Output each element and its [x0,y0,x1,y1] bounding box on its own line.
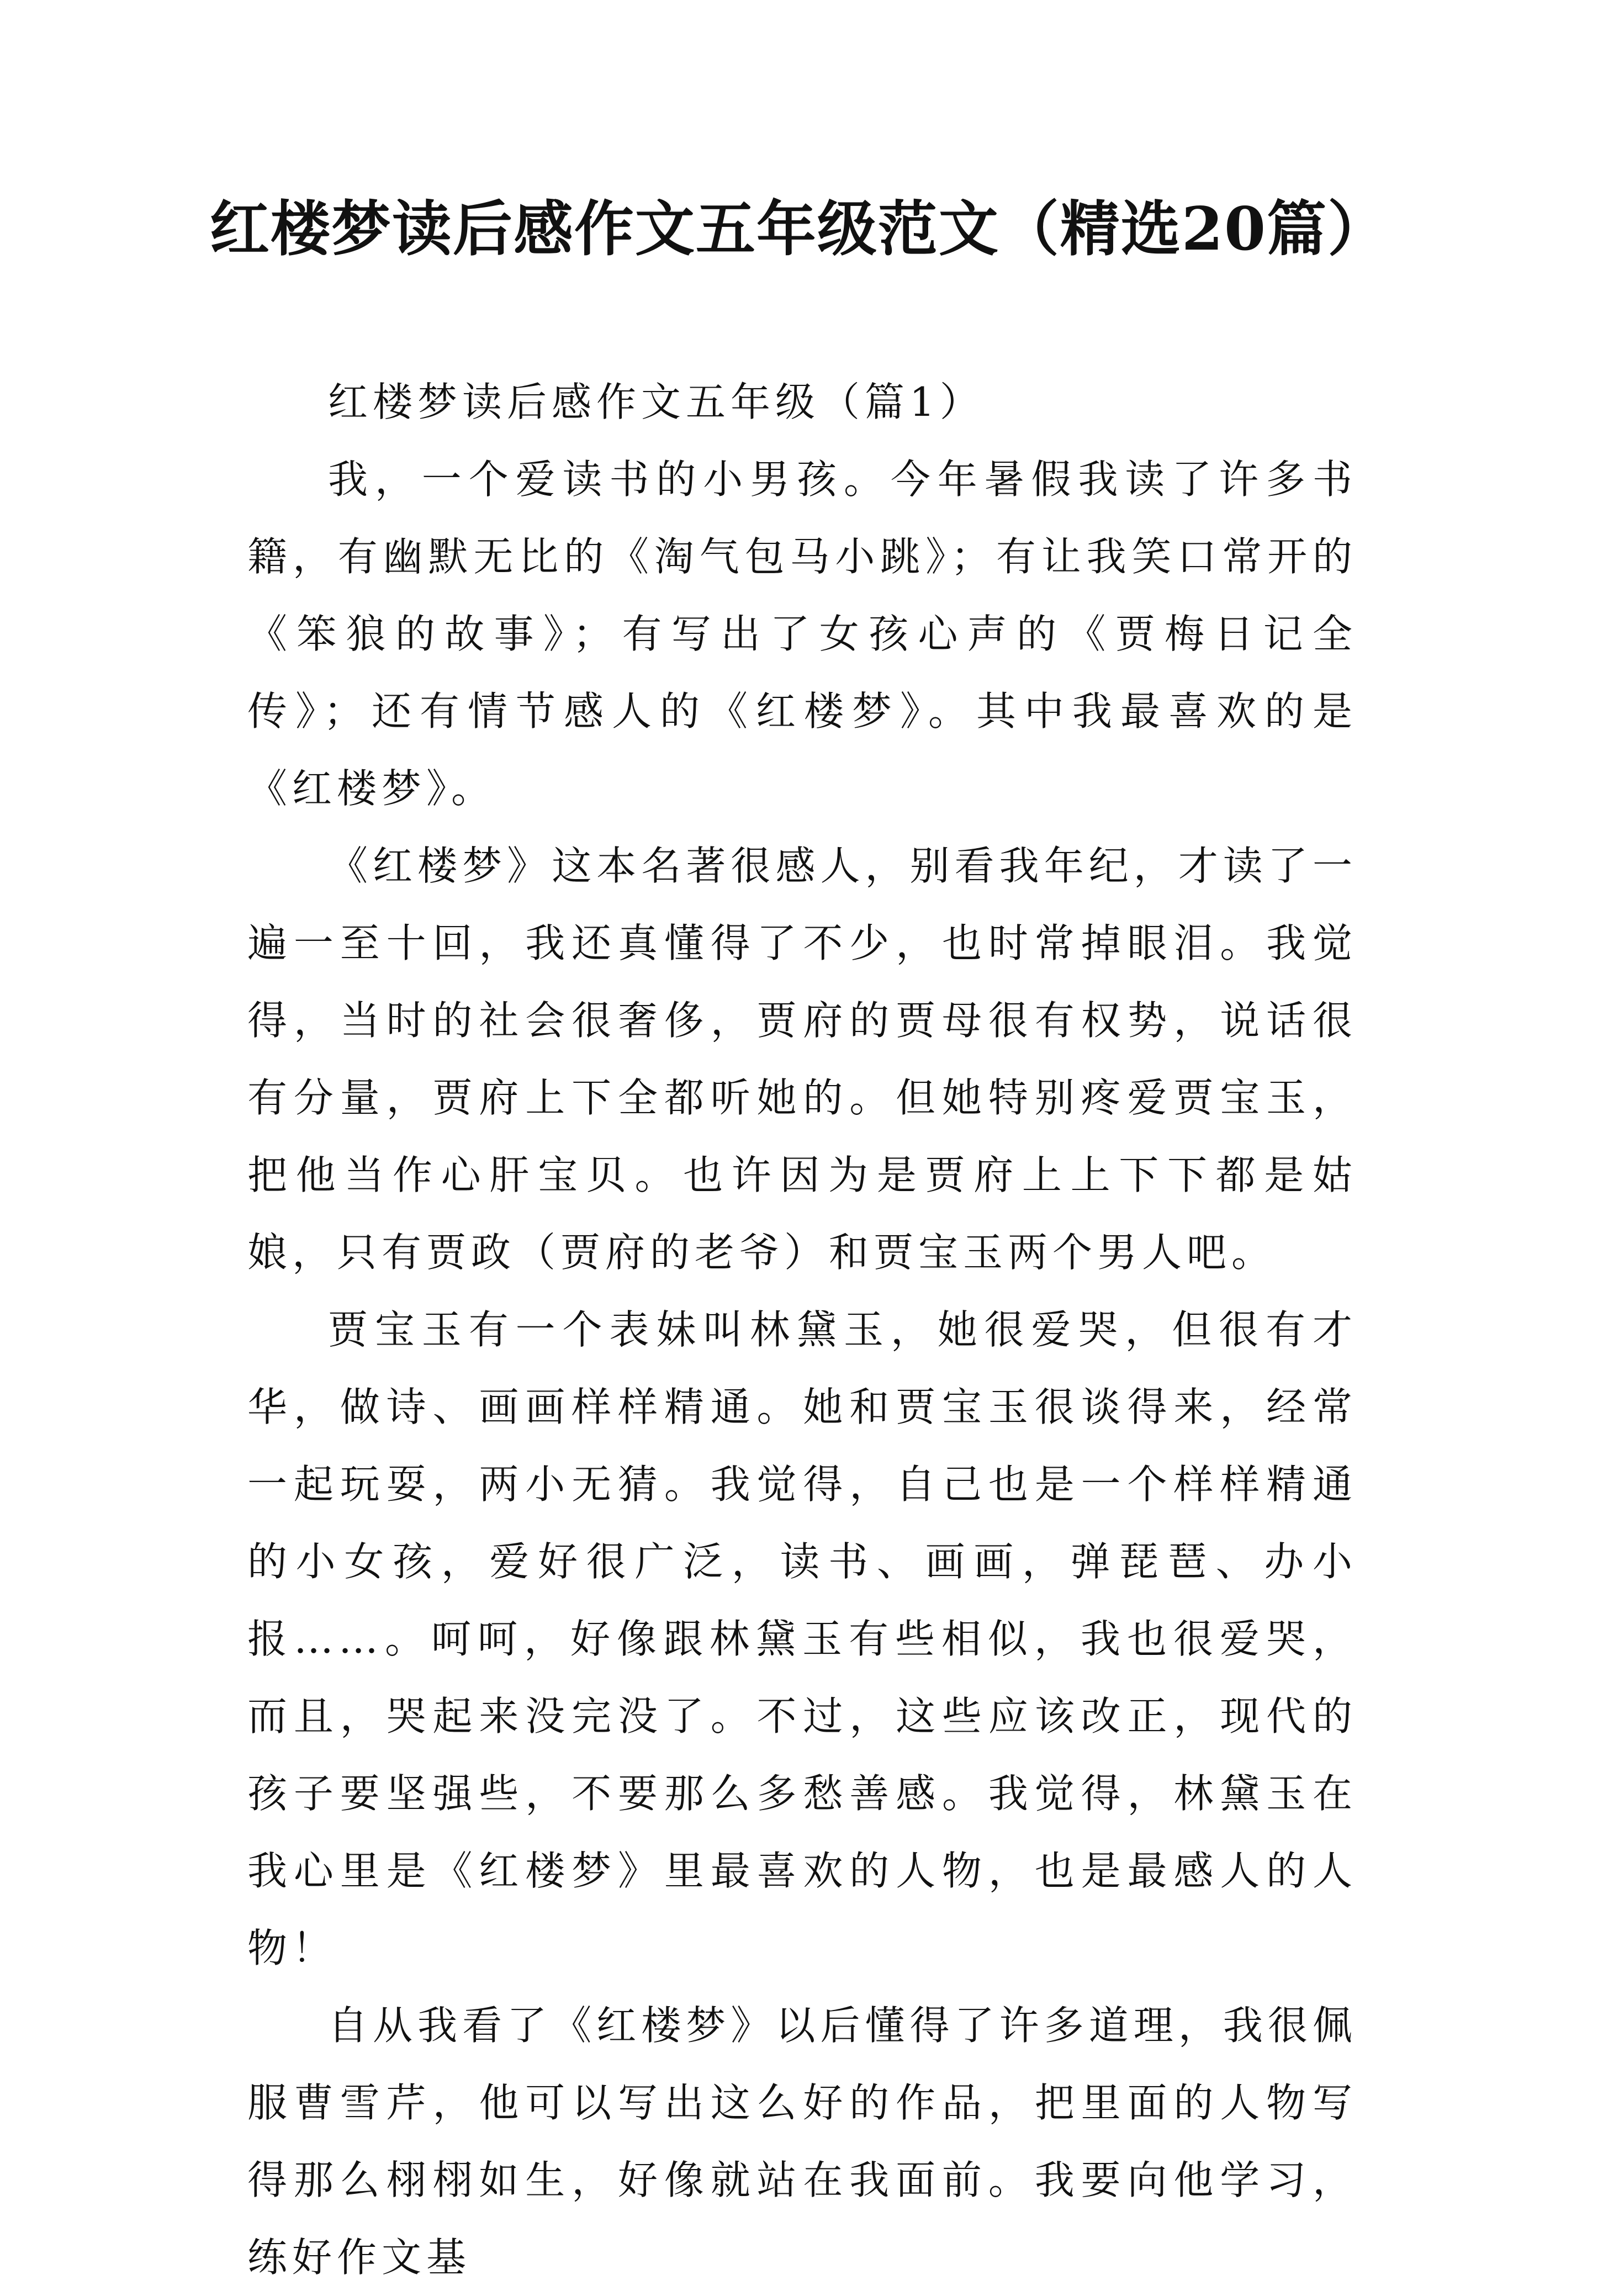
paragraph-3: 贾宝玉有一个表妹叫林黛玉，她很爱哭，但很有才华，做诗、画画样样精通。她和贾宝玉很谈得来，经常一起玩耍，两小无猜。我觉得，自己也是一个样样精通的小女孩，爱好很广泛，读书、画画，弹琵琶、办小报……。呵呵，好像跟林黛玉有些相似，我也很爱哭，而且，哭起来没完没了。不过，这些应该改正，现代的孩子要坚强些，不要那么多愁善感。我觉得，林黛玉在我心里是《红楼梦》里最喜欢的人物，也是最感人的人物！ [247,1306,1357,1971]
paragraph-1: 我，一个爱读书的小男孩。今年暑假我读了许多书籍，有幽默无比的《淘气包马小跳》；有让我笑口常开的《笨狼的故事》；有写出了女孩心声的《贾梅日记全传》；还有情节感人的《红楼梦》。其中我最喜欢的是《红楼梦》。 [247,456,1357,812]
paragraph-2: 《红楼梦》这本名著很感人，别看我年纪，才读了一遍一至十回，我还真懂得了不少，也时常掉眼泪。我觉得，当时的社会很奢侈，贾府的贾母很有权势，说话很有分量，贾府上下全都听她的。但她特别疼爱贾宝玉，把他当作心肝宝贝。也许因为是贾府上上下下都是姑娘，只有贾政（贾府的老爷）和贾宝玉两个男人吧。 [247,843,1357,1276]
paragraph-4: 自从我看了《红楼梦》以后懂得了许多道理，我很佩服曹雪芹，他可以写出这么好的作品，把里面的人物写得那么栩栩如生，好像就站在我面前。我要向他学习，练好作文基 [247,2002,1357,2281]
document-body [247,363,1357,2296]
document-title: 红楼梦读后感作文五年级范文（精选20篇） [209,194,1389,264]
section-heading: 红楼梦读后感作文五年级（篇1） [328,379,985,425]
